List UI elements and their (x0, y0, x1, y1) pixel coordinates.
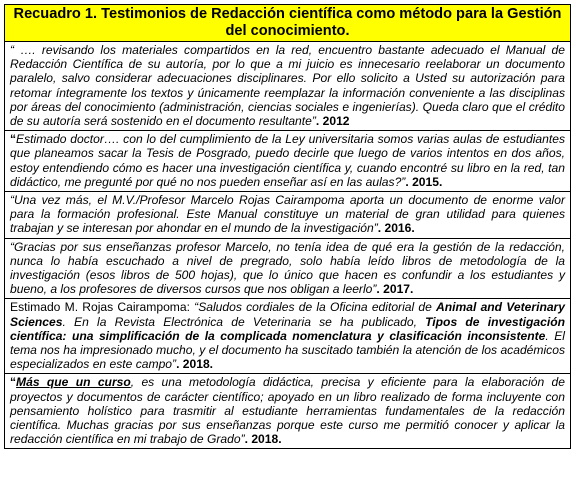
testimonial-row (5, 42, 571, 131)
testimonial-lead: Estimado M. Rojas Cairampoma: (10, 300, 195, 315)
testimonial-quote: “Gracias por sus enseñanzas profesor Marcelo, no tenía idea de qué era la gestión de la redacción, nunca lo había escuchado a nivel de pregrado, solo había leído libros de metodología de la investigación (esos libros de 500 hojas), que lo único que hacen es confundir a los estudiantes y bueno, a los profesores de diversos cursos que nos obligan a leerlo” (10, 239, 565, 297)
testimonial-2017 (5, 238, 571, 299)
testimonial-quote-start: Estimado doctor (16, 132, 104, 147)
testimonial-row (5, 374, 571, 449)
testimonial-year: . 2012 (315, 114, 350, 129)
testimonial-quote-part1: “Saludos cordiales de la Oficina editorial de (194, 300, 437, 315)
testimonial-quote: “ …. revisando los materiales compartidos en la red, encuentro bastante adecuado el Manual de Redacción Científica de su autoría, por lo que a mi juicio es innecesario reelaborar un documento paralelo, salvo considerar adecuaciones disciplinares. Por ello solicito a Usted su autorización para retomar íntegramente los textos y únicamente reemplazar la información conveniente a las disciplinas por áreas del conocimiento (administración, ciencias sociales e ingenierías). Queda claro que el crédito de su autoría será sostenido en el documento resultante” (10, 43, 565, 129)
testimonial-quote: …. con lo del cumplimiento de la Ley universitaria somos varias aulas de estudiantes que planeamos sacar la Tesis de Posgrado, puedo decirle que luego de varios intentos en dos años, estoy entendiendo cómo es hacer una investigación científica y, cuando encontré su libro en la red, tan didáctico, me pregunté por qué no nos pueden enseñar así en las aulas?” (10, 132, 566, 189)
testimonial-row (5, 238, 571, 299)
testimonial-quote-part2: . En la Revista Electrónica de Veterinaria se ha publicado, (62, 314, 426, 329)
testimonial-2016 (5, 192, 571, 239)
testimonial-quote: “Una vez más, el M.V./Profesor Marcelo Rojas Cairampoma aporta un documento de enorme valor para la formación profesional. Este Manual constituye un material de gran utilidad para quienes trabajan y se interesan por ahondar en el mundo de la investigación” (10, 193, 565, 236)
box-title: Recuadro 1. Testimonios de Redacción científica como método para la Gestión del conocimiento. (5, 5, 571, 42)
journal-name: Animal and Veterinary Sciences (10, 300, 565, 329)
testimonial-row (5, 192, 571, 239)
testimonial-2015 (5, 131, 571, 192)
testimonials-box (4, 4, 571, 449)
testimonial-quote-start: Más que un curso (16, 375, 131, 390)
testimonial-year: . 2018. (176, 357, 214, 372)
testimonial-year: . 2018. (244, 432, 282, 447)
testimonial-year: . 2015. (405, 174, 443, 189)
testimonial-year: . 2016. (377, 221, 415, 236)
testimonial-quote-part3: . El tema nos ha impresionado mucho, y el documento ha suscitado también la atención de los académicos especializados en este campo” (10, 328, 565, 372)
testimonial-quote-open: “ (10, 375, 17, 390)
box-header-row (5, 5, 571, 42)
testimonial-row (5, 299, 571, 374)
testimonial-2012 (5, 42, 571, 131)
testimonial-year: . 2017. (376, 282, 414, 297)
testimonial-2018-course (5, 374, 571, 449)
testimonial-row (5, 131, 571, 192)
testimonial-quote-open: “ (10, 132, 17, 147)
testimonial-quote: , es una metodología didáctica, precisa y eficiente para la elaboración de proyectos y documentos de carácter científico; apoyado en un libro realizado de forma incluyente con pensamiento holístico para trasmitir al estudiante herramientas fundamentales de la redacción científica. Muchas gracias por sus enseñanzas porque este curso me permitió conocer y aplicar la redacción científica en mi trabajo de Grado” (10, 375, 565, 447)
testimonial-2018-journal (5, 299, 571, 374)
article-title: Tipos de investigación científica: una simplificación de la complicada nomenclatura y clasificación inconsistente (10, 314, 565, 343)
